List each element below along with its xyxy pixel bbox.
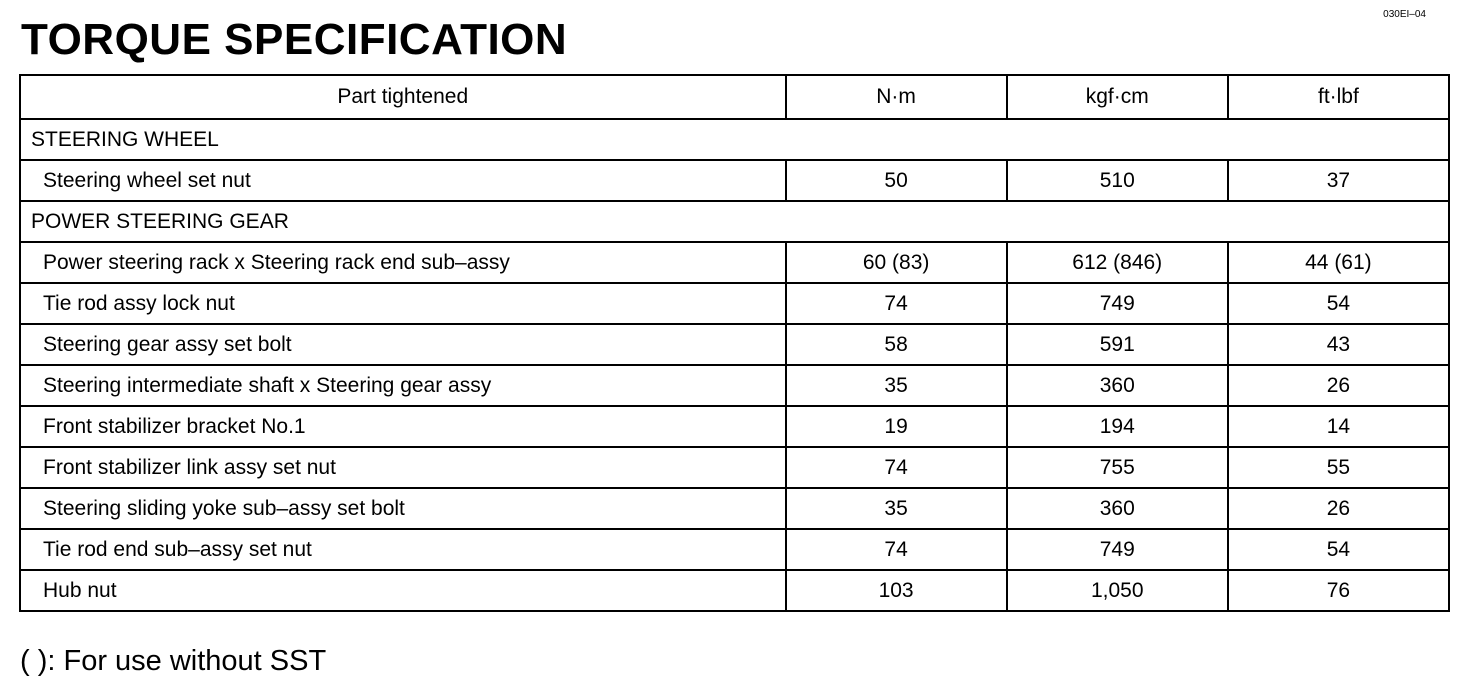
section-title: STEERING WHEEL <box>20 119 1449 160</box>
table-row <box>20 283 1449 324</box>
value-nm: 74 <box>786 283 1007 324</box>
value-ftlbf: 26 <box>1228 365 1449 406</box>
part-name: Steering intermediate shaft x Steering gear assy <box>20 365 786 406</box>
value-nm: 58 <box>786 324 1007 365</box>
value-nm: 19 <box>786 406 1007 447</box>
part-name: Steering wheel set nut <box>20 160 786 201</box>
value-kgfcm: 612 (846) <box>1007 242 1228 283</box>
value-ftlbf: 54 <box>1228 529 1449 570</box>
table-row <box>20 365 1449 406</box>
table-row <box>20 447 1449 488</box>
table-row <box>20 488 1449 529</box>
table-row <box>20 529 1449 570</box>
section-row-power-steering-gear <box>20 201 1449 242</box>
value-ftlbf: 54 <box>1228 283 1449 324</box>
value-kgfcm: 1,050 <box>1007 570 1228 611</box>
header-part-tightened: Part tightened <box>20 75 786 119</box>
part-name: Power steering rack x Steering rack end sub–assy <box>20 242 786 283</box>
table-header-row <box>20 75 1449 119</box>
header-kgfcm: kgf·cm <box>1007 75 1228 119</box>
section-title: POWER STEERING GEAR <box>20 201 1449 242</box>
header-ftlbf: ft·lbf <box>1228 75 1449 119</box>
section-row-steering-wheel <box>20 119 1449 160</box>
value-ftlbf: 14 <box>1228 406 1449 447</box>
table-row <box>20 406 1449 447</box>
value-kgfcm: 194 <box>1007 406 1228 447</box>
part-name: Front stabilizer link assy set nut <box>20 447 786 488</box>
value-nm: 103 <box>786 570 1007 611</box>
table-row <box>20 570 1449 611</box>
value-nm: 50 <box>786 160 1007 201</box>
value-kgfcm: 749 <box>1007 529 1228 570</box>
header-nm: N·m <box>786 75 1007 119</box>
page-title: TORQUE SPECIFICATION <box>21 15 568 64</box>
table-row <box>20 324 1449 365</box>
value-ftlbf: 55 <box>1228 447 1449 488</box>
value-ftlbf: 43 <box>1228 324 1449 365</box>
part-name: Front stabilizer bracket No.1 <box>20 406 786 447</box>
document-code: 030EI–04 <box>1383 9 1426 20</box>
footnote: ( ): For use without SST <box>20 645 327 677</box>
table-row <box>20 160 1449 201</box>
value-ftlbf: 26 <box>1228 488 1449 529</box>
value-kgfcm: 749 <box>1007 283 1228 324</box>
part-name: Steering sliding yoke sub–assy set bolt <box>20 488 786 529</box>
value-kgfcm: 360 <box>1007 488 1228 529</box>
value-nm: 74 <box>786 529 1007 570</box>
value-nm: 60 (83) <box>786 242 1007 283</box>
part-name: Tie rod end sub–assy set nut <box>20 529 786 570</box>
value-kgfcm: 360 <box>1007 365 1228 406</box>
value-ftlbf: 76 <box>1228 570 1449 611</box>
value-ftlbf: 44 (61) <box>1228 242 1449 283</box>
value-kgfcm: 755 <box>1007 447 1228 488</box>
value-nm: 35 <box>786 488 1007 529</box>
value-kgfcm: 591 <box>1007 324 1228 365</box>
value-ftlbf: 37 <box>1228 160 1449 201</box>
torque-table <box>19 74 1450 612</box>
value-nm: 74 <box>786 447 1007 488</box>
part-name: Steering gear assy set bolt <box>20 324 786 365</box>
value-nm: 35 <box>786 365 1007 406</box>
part-name: Hub nut <box>20 570 786 611</box>
part-name: Tie rod assy lock nut <box>20 283 786 324</box>
value-kgfcm: 510 <box>1007 160 1228 201</box>
table-row <box>20 242 1449 283</box>
